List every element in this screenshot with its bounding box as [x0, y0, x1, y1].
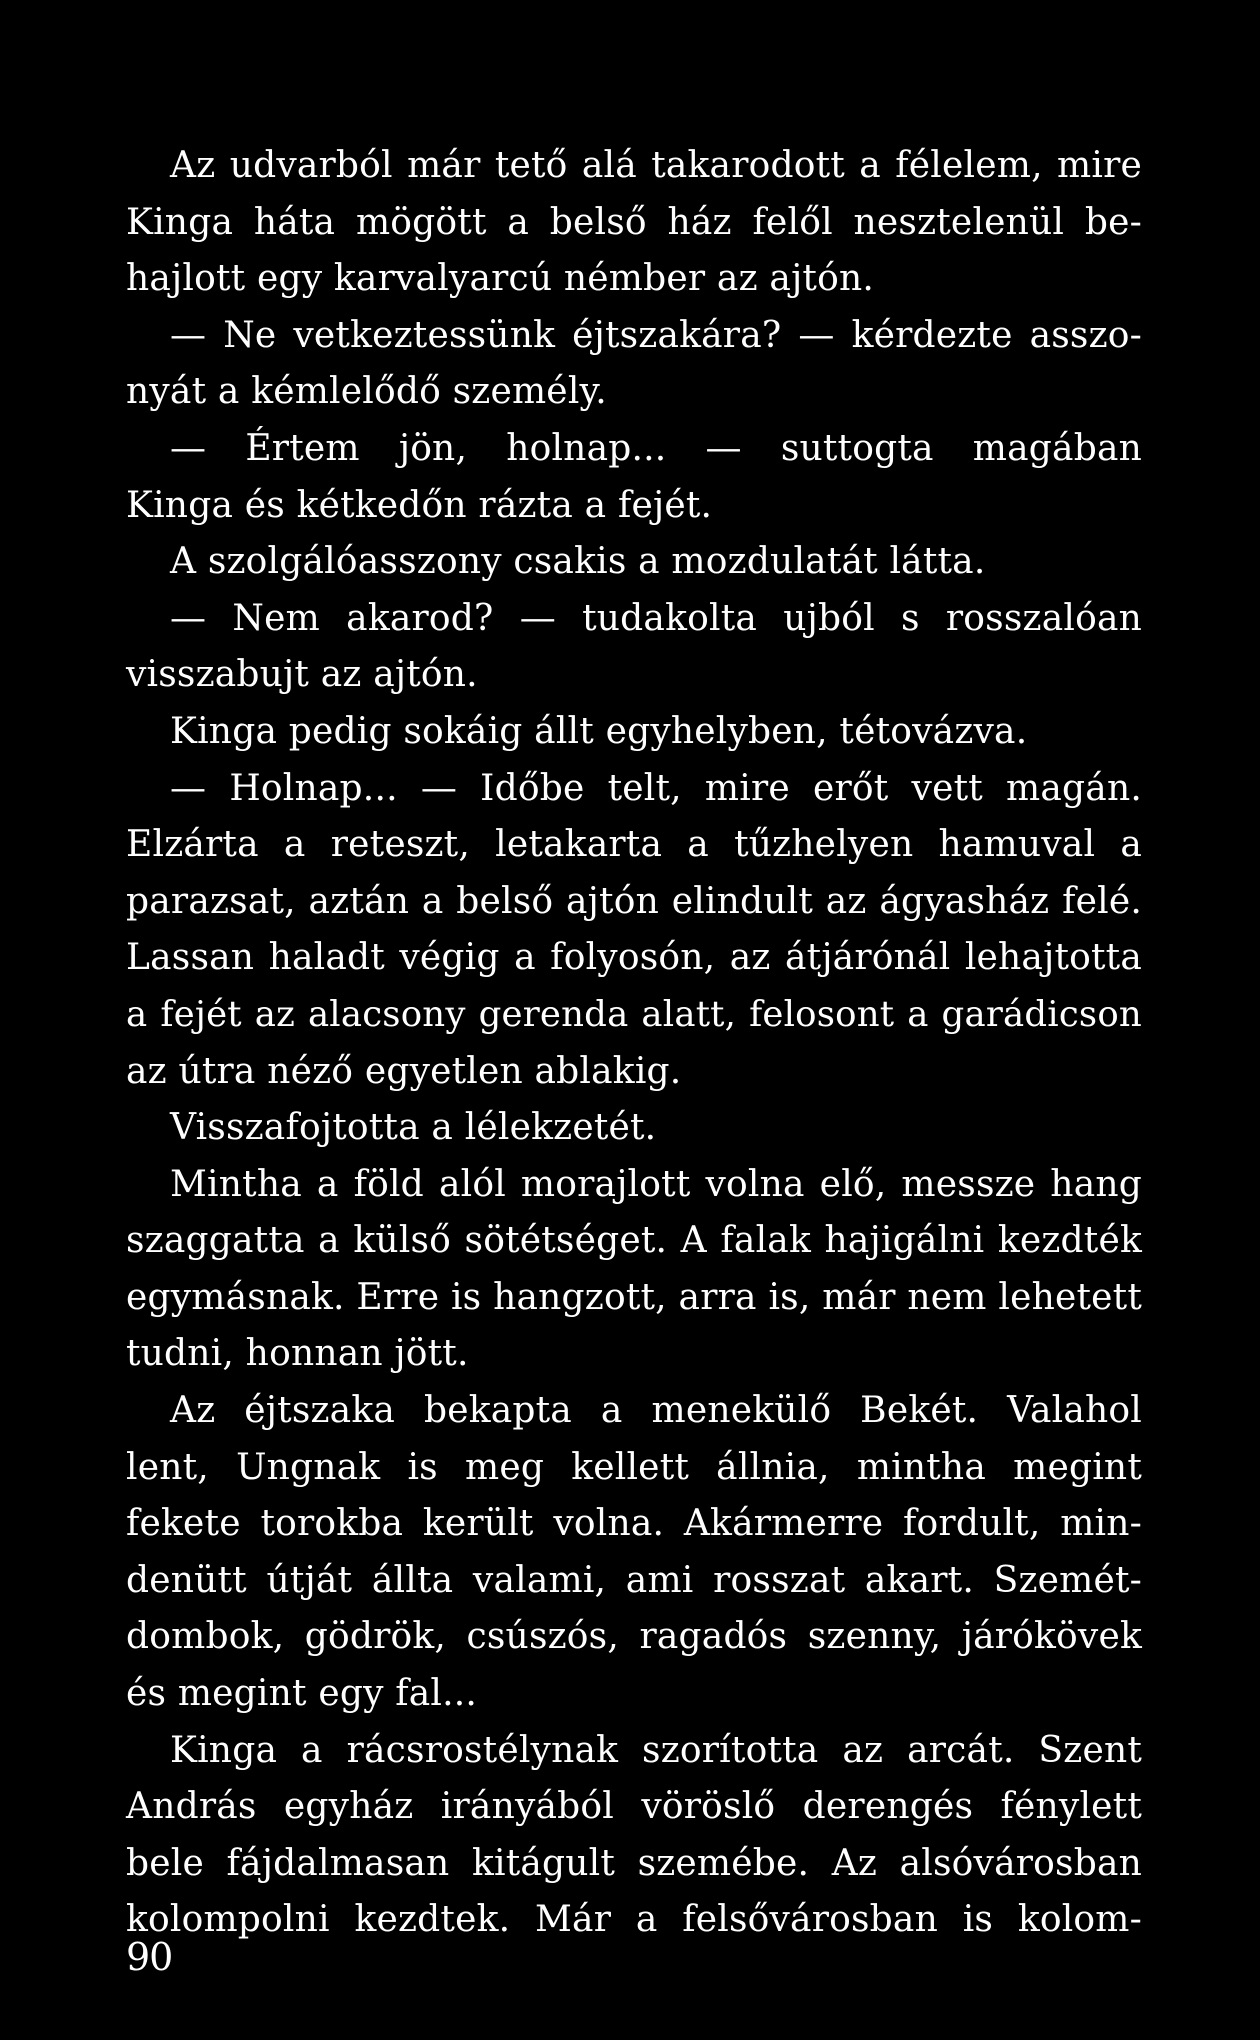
page-number: 90: [126, 1935, 173, 1979]
body-text: [126, 138, 1142, 1949]
text-line: kolompolni kezdtek. Már a felsővárosban is kolom-: [126, 1899, 1142, 1941]
text-line: hajlott egy karvalyarcú némber az ajtón.: [126, 258, 875, 300]
text-line: A szolgálóasszony csakis a mozdulatát látta.: [170, 541, 986, 583]
text-line: és megint egy fal...: [126, 1673, 478, 1715]
text-line: fekete torokba került volna. Akármerre fordult, min-: [126, 1503, 1142, 1545]
text-line: Kinga a rácsrostélynak szorította az arcát. Szent: [170, 1729, 1142, 1771]
text-line: tudni, honnan jött.: [126, 1333, 469, 1375]
text-line: Az éjtszaka bekapta a menekülő Bekét. Valahol: [170, 1390, 1142, 1432]
text-line: Kinga és kétkedőn rázta a fejét.: [126, 484, 713, 526]
text-line: denütt útját állta valami, ami rosszat akart. Szemét-: [126, 1559, 1142, 1601]
text-line: — Holnap... — Időbe telt, mire erőt vett magán.: [170, 767, 1142, 809]
text-line: visszabujt az ajtón.: [126, 654, 478, 696]
text-line: Az udvarból már tető alá takarodott a félelem, mire: [170, 145, 1142, 186]
text-line: dombok, gödrök, csúszós, ragadós szenny, járókövek: [126, 1616, 1142, 1658]
text-line: lent, Ungnak is meg kellett állnia, mintha megint: [126, 1446, 1142, 1488]
text-line: a fejét az alacsony gerenda alatt, felosont a garádicson: [126, 993, 1142, 1035]
text-line: Visszafojtotta a lélekzetét.: [170, 1107, 657, 1149]
text-line: parazsat, aztán a belső ajtón elindult az ágyasház felé.: [126, 880, 1142, 922]
text-line: nyát a kémlelődő személy.: [126, 371, 607, 413]
text-line: Kinga háta mögött a belső ház felől nesztelenül be-: [126, 201, 1142, 243]
text-line: egymásnak. Erre is hangzott, arra is, már nem lehetett: [126, 1276, 1142, 1318]
text-line: szaggatta a külső sötétséget. A falak hajigálni kezdték: [126, 1220, 1142, 1262]
text-line: Elzárta a reteszt, letakarta a tűzhelyen hamuval a: [126, 824, 1142, 866]
text-line: Kinga pedig sokáig állt egyhelyben, tétovázva.: [170, 710, 1028, 752]
text-line: András egyház irányából vöröslő derengés fénylett: [126, 1786, 1142, 1828]
text-line: Mintha a föld alól morajlott volna elő, messze hang: [170, 1163, 1142, 1205]
text-line: — Ne vetkeztessünk éjtszakára? — kérdezte asszo-: [170, 314, 1142, 356]
text-line: bele fájdalmasan kitágult szemébe. Az alsóvárosban: [126, 1842, 1142, 1884]
text-line: az útra néző egyetlen ablakig.: [126, 1050, 682, 1092]
text-line: — Értem jön, holnap... — suttogta magában: [170, 427, 1142, 469]
text-line: Lassan haladt végig a folyosón, az átjárónál lehajtotta: [126, 937, 1142, 979]
text-line: — Nem akarod? — tudakolta ujból s rosszalóan: [170, 597, 1142, 639]
